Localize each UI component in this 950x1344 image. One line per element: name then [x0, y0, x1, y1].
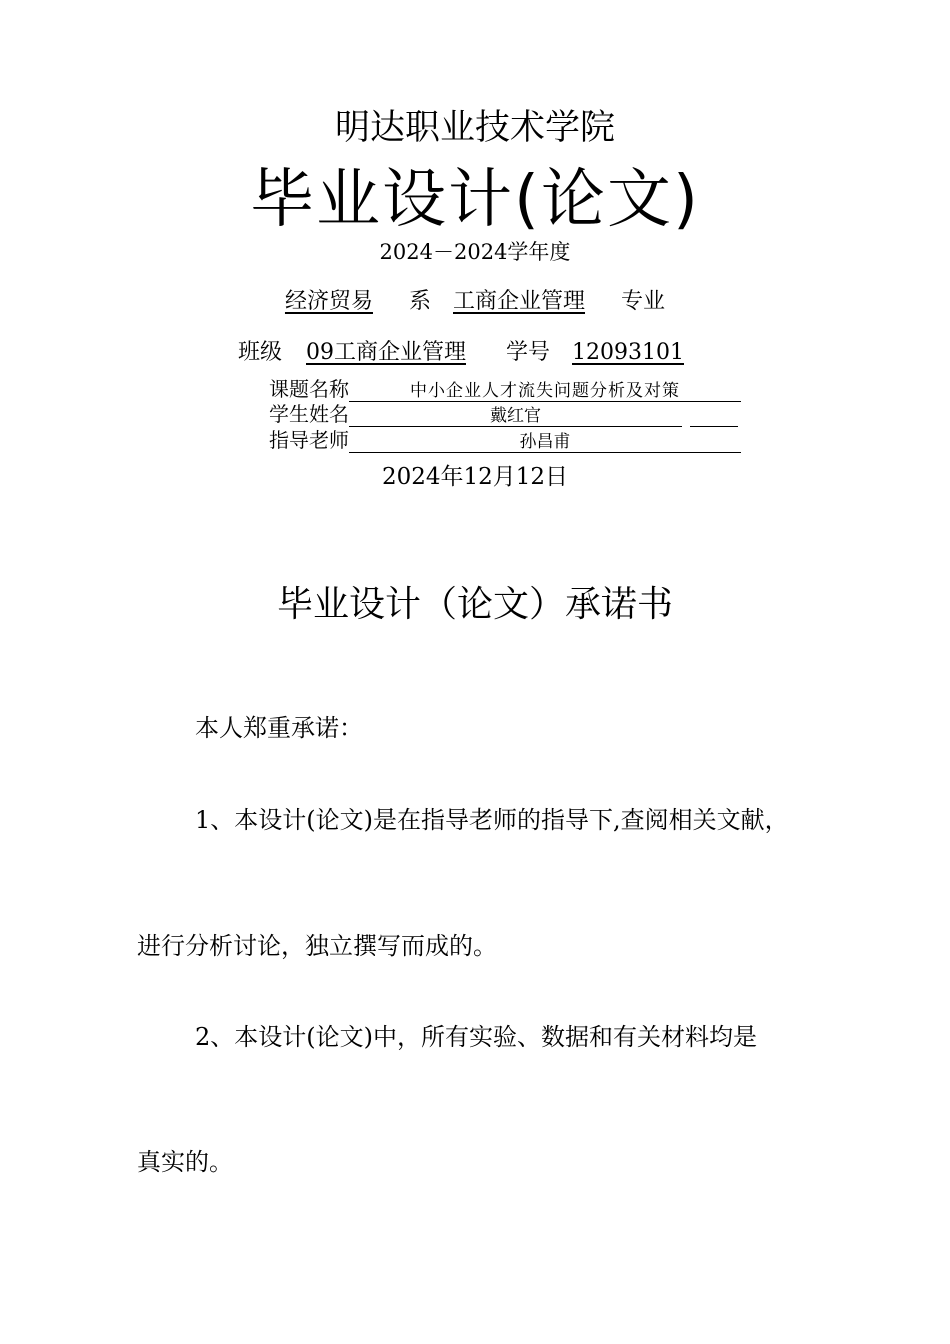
student-value: 戴红官 [349, 401, 682, 427]
student-name-row [269, 398, 738, 427]
thesis-title: 毕业设计(论文) [250, 163, 700, 237]
advisor-value: 孙昌甫 [349, 427, 741, 453]
department-value: 经济贸易 [284, 289, 373, 314]
cover-date: 2024年12月12日 [381, 464, 569, 490]
department-label: 系 [408, 289, 431, 314]
student-label: 学生姓名 [269, 402, 349, 426]
department-major-row [0, 284, 950, 315]
academic-year: 2024－2024学年度 [379, 240, 571, 264]
class-value: 09工商企业管理 [306, 340, 466, 365]
pledge-heading: 毕业设计（论文）承诺书 [276, 584, 673, 625]
student-id-value: 12093101 [572, 340, 684, 365]
pledge-item-2-line-1: 2、本设计(论文)中，所有实验、数据和有关材料均是 [195, 1023, 757, 1051]
topic-label: 课题名称 [269, 377, 349, 401]
student-id-label: 学号 [506, 340, 551, 365]
pledge-item-1-line-2: 进行分析讨论，独立撰写而成的。 [137, 932, 497, 960]
major-label: 专业 [621, 289, 666, 314]
class-id-row [0, 335, 950, 366]
school-name: 明达职业技术学院 [334, 108, 615, 148]
pledge-item-1-line-1: 1、本设计(论文)是在指导老师的指导下,查阅相关文献， [195, 806, 789, 834]
pledge-intro: 本人郑重承诺： [195, 714, 363, 742]
advisor-label: 指导老师 [269, 428, 349, 452]
pledge-item-2-line-2: 真实的。 [137, 1148, 233, 1176]
advisor-row [269, 424, 741, 453]
major-value: 工商企业管理 [453, 289, 586, 314]
topic-value: 中小企业人才流失问题分析及对策 [349, 376, 741, 402]
class-label: 班级 [237, 340, 282, 365]
